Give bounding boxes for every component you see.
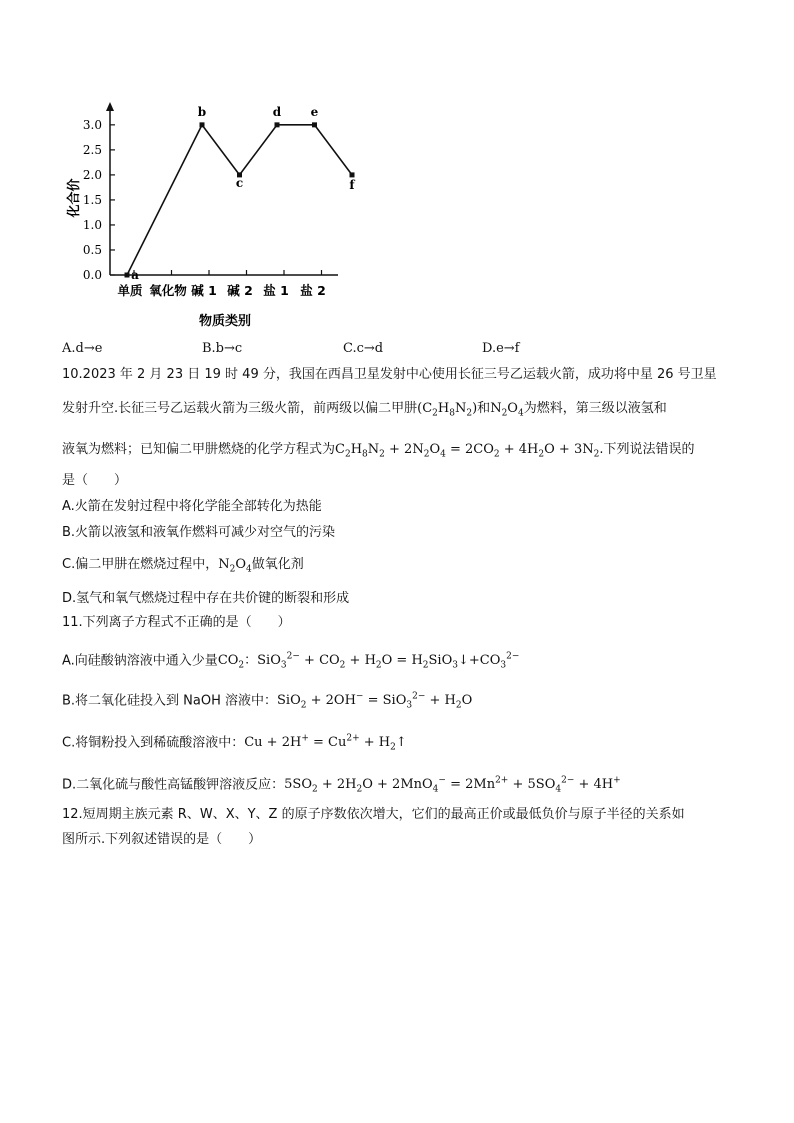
q12-line-1: 12.短周期主族元素 R、W、X、Y、Z 的原子序数依次增大，它们的最高正价或最低负价与原子半径的关系如 [62, 807, 685, 822]
q9-options [62, 341, 742, 359]
chart-ticks [83, 118, 322, 282]
q9-option-b: B.b→c [202, 341, 243, 356]
x-tick-label: 碱 1 [191, 283, 217, 298]
q10-option-a: A.火箭在发射过程中将化学能全部转化为热能 [62, 499, 322, 514]
q10-option-d: D.氢气和氧气燃烧过程中存在共价键的断裂和形成 [62, 591, 350, 606]
q9-option-d: D.e→f [482, 341, 520, 356]
y-tick-label: 2.0 [82, 167, 102, 182]
x-tick-labels [117, 283, 325, 298]
data-point-a [125, 273, 130, 278]
x-tick-label: 氧化物 [149, 283, 187, 298]
data-point-f [350, 172, 355, 177]
q11-option-d: D.二氧化硫与酸性高锰酸钾溶液反应：$5SO_2 + 2H_2O + 2MnO_4^- = 2Mn^{2+} + 5SO_4^{2-} + 4H^+$ [62, 776, 621, 795]
q10-line-1: 10.2023 年 2 月 23 日 19 时 49 分，我国在西昌卫星发射中心使用长征三号乙运载火箭，成功将中星 26 号卫星 [62, 367, 717, 382]
point-label-e: e [310, 104, 319, 119]
series-line [127, 125, 352, 275]
point-label-f: f [349, 177, 355, 192]
q11-option-c: C.将铜粉投入到稀硫酸溶液中：$Cu + 2H^+ = Cu^{2+}$ + $H_2↑$ [62, 734, 407, 753]
chart-points [125, 105, 356, 282]
q9-option-a: A.d→e [62, 341, 103, 356]
q12-line-2: 图所示.下列叙述错误的是（ ） [62, 832, 262, 847]
point-label-b: b [197, 104, 207, 119]
valence-chart [60, 98, 355, 338]
point-label-a: a [131, 268, 139, 282]
q10-option-b: B.火箭以液氢和液氧作燃料可减少对空气的污染 [62, 525, 336, 540]
q10-line-2: 发射升空.长征三号乙运载火箭为三级火箭，前两级以偏二甲肼$(C_2H_8N_2)$和$N_2O_4$为燃料，第三级以液氢和 [62, 401, 667, 419]
y-tick-label: 2.5 [82, 142, 102, 157]
x-tick-label: 碱 2 [227, 283, 253, 298]
y-tick-label: 3.0 [82, 117, 102, 132]
y-axis-label: 化合价 [67, 178, 82, 218]
point-label-d: d [272, 104, 282, 119]
x-tick-label: 盐 1 [263, 283, 289, 298]
q10-line-4: 是（ ） [62, 473, 128, 488]
y-tick-label: 1.5 [82, 192, 102, 207]
q10-line-3: 液氧为燃料；已知偏二甲肼燃烧的化学方程式为$C_2H_8N_2 + 2N_2O_4 = 2CO_2 + 4H_2O + 3N_2$.下列说法错误的 [62, 442, 695, 460]
x-tick-label: 盐 2 [300, 283, 326, 298]
y-axis-arrow [106, 102, 114, 111]
q11-option-a: A.向硅酸钠溶液中通入少量$CO_2$：$SiO_3^{2-} + CO_2 + H_2O$ = $H_2SiO_3↓+CO_3^{2-}$ [62, 652, 520, 671]
y-tick-label: 0.0 [82, 268, 102, 282]
q10-option-c: C.偏二甲肼在燃烧过程中，$N_2O_4$做氧化剂 [62, 557, 304, 575]
point-label-c: c [235, 175, 244, 190]
x-axis-label: 物质类别 [198, 314, 252, 329]
data-point-b [200, 122, 205, 127]
y-tick-label: 1.0 [82, 217, 102, 232]
data-point-e [312, 122, 317, 127]
y-tick-label: 0.5 [82, 242, 102, 257]
q9-option-c: C.c→d [343, 341, 384, 356]
q11-stem: 11.下列离子方程式不正确的是（ ） [62, 615, 291, 630]
data-point-d [275, 122, 280, 127]
q11-option-b: B.将二氧化硅投入到 NaOH 溶液中：$SiO_2 + 2OH^- = SiO_3^{2-} + H_2O$ [62, 692, 473, 711]
x-tick-label: 单质 [117, 283, 143, 298]
